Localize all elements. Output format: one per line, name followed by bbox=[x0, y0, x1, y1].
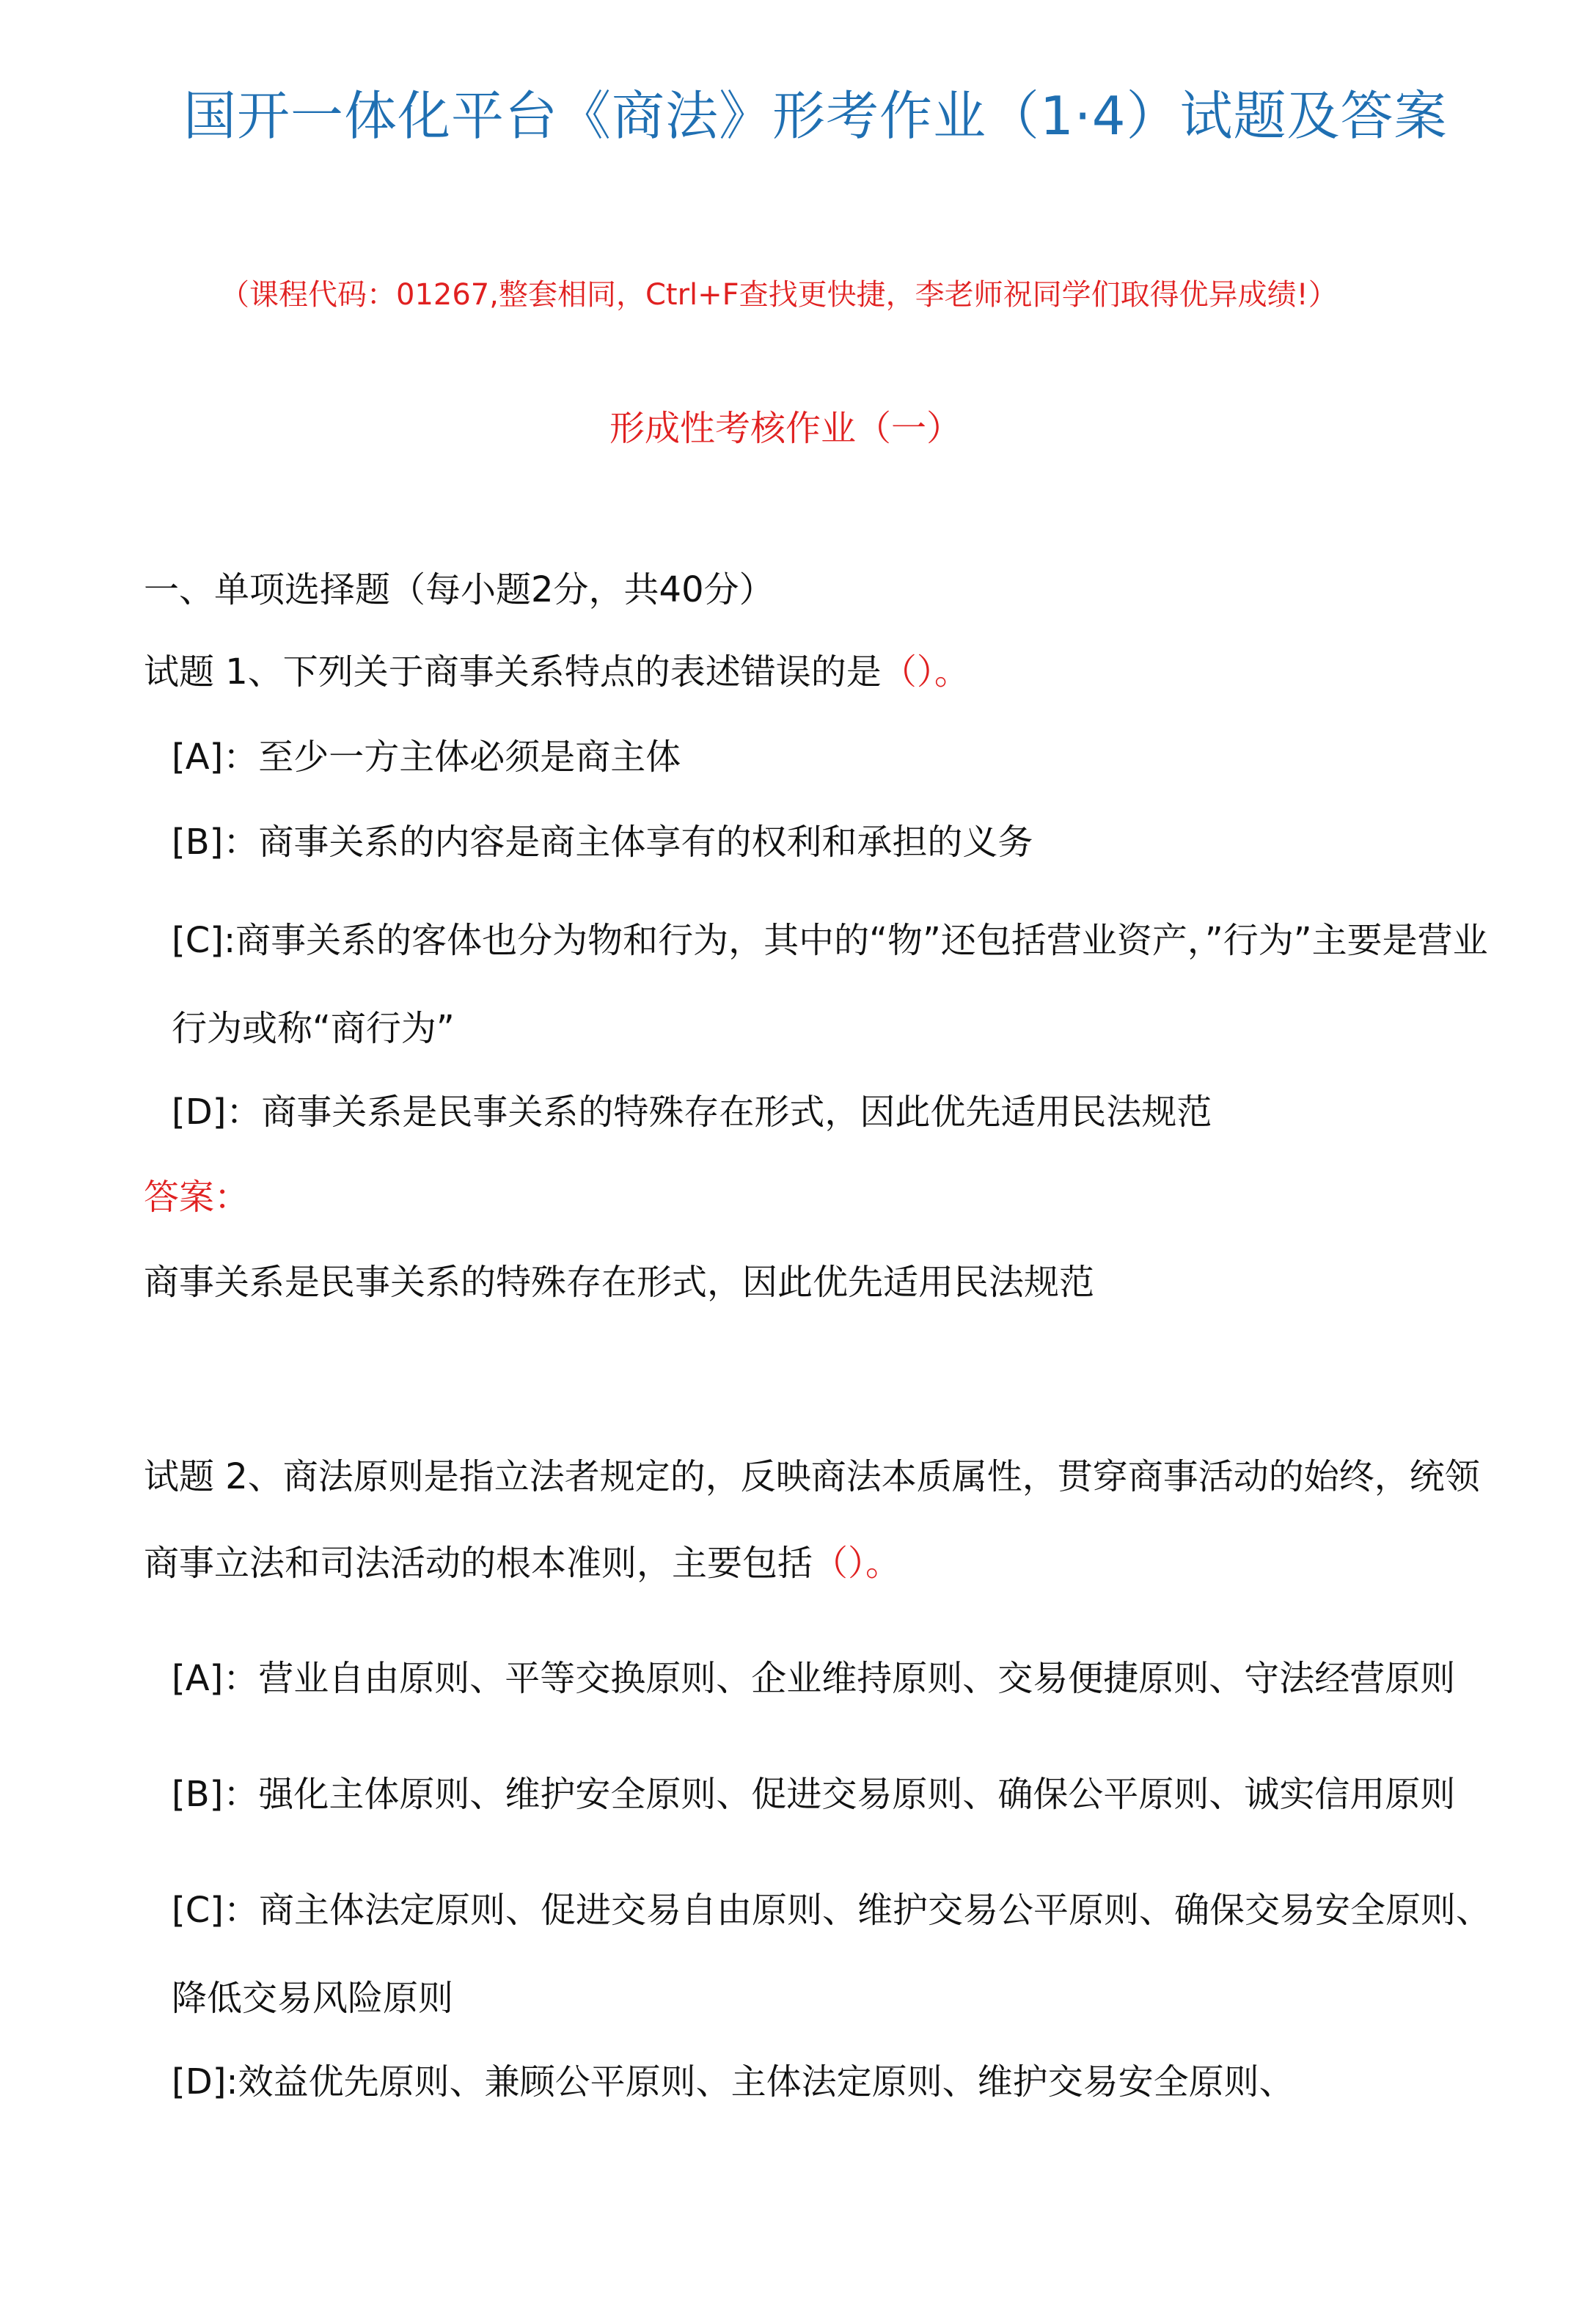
option-text: 商事关系的内容是商主体享有的权利和承担的义务 bbox=[258, 822, 1033, 863]
option-a bbox=[144, 731, 1501, 783]
option-label: [B]： bbox=[172, 1774, 259, 1815]
option-b bbox=[144, 816, 1501, 869]
answer-blank: （）。 bbox=[881, 651, 970, 693]
option-a bbox=[144, 1634, 1501, 1722]
question-stem-text: 试题 1、下列关于商事关系特点的表述错误的是 bbox=[144, 651, 882, 693]
option-label: [C]： bbox=[172, 1890, 259, 1931]
option-c bbox=[144, 896, 1501, 1073]
option-d bbox=[144, 1086, 1501, 1139]
option-text: 商事关系的客体也分为物和行为，其中的“物”还包括营业资产，”行为”主要是营业行为或称“商行为” bbox=[172, 920, 1488, 1049]
answer-blank: （）。 bbox=[813, 1543, 901, 1584]
option-label: [A]： bbox=[172, 1658, 259, 1699]
option-text: 营业自由原则、平等交换原则、企业维持原则、交易便捷原则、守法经营原则 bbox=[258, 1658, 1456, 1699]
option-c bbox=[144, 1866, 1501, 2042]
option-text: 商主体法定原则、促进交易自由原则、维护交易公平原则、确保交易安全原则、降低交易风险原则 bbox=[172, 1890, 1491, 2019]
option-text: 至少一方主体必须是商主体 bbox=[258, 737, 681, 778]
course-code-note: （课程代码：01267,整套相同，Ctrl+F查找更快捷，李老师祝同学们取得优异成绩!） bbox=[220, 278, 1338, 312]
question-stem-text: 试题 2、商法原则是指立法者规定的，反映商法本质属性，贯穿商事活动的始终，统领商事立法和司法活动的根本准则，主要包括 bbox=[144, 1456, 1480, 1584]
option-text: 商事关系是民事关系的特殊存在形式，因此优先适用民法规范 bbox=[261, 1092, 1212, 1133]
option-label: [C]: bbox=[172, 920, 236, 961]
option-label: [A]： bbox=[172, 737, 259, 778]
question-stem bbox=[144, 1433, 1501, 1607]
answer-text: 商事关系是民事关系的特殊存在形式，因此优先适用民法规范 bbox=[144, 1262, 1095, 1303]
answer-label: 答案： bbox=[144, 1177, 250, 1218]
question-stem bbox=[144, 646, 1501, 698]
option-label: [D]： bbox=[172, 1092, 262, 1133]
document-title: 国开一体化平台《商法》形考作业（1·4）试题及答案 bbox=[183, 85, 1448, 147]
option-label: [D]: bbox=[172, 2061, 238, 2102]
option-label: [B]： bbox=[172, 822, 259, 863]
part-heading: 一、单项选择题（每小题2分，共40分） bbox=[144, 569, 774, 610]
section-title: 形成性考核作业（一） bbox=[609, 408, 962, 449]
option-b bbox=[144, 1750, 1501, 1838]
question-2 bbox=[144, 1433, 1501, 2108]
option-text: 强化主体原则、维护安全原则、促进交易原则、确保公平原则、诚实信用原则 bbox=[258, 1774, 1456, 1815]
option-text: 效益优先原则、兼顾公平原则、主体法定原则、维护交易安全原则、 bbox=[238, 2061, 1294, 2102]
question-1 bbox=[144, 646, 1501, 1309]
question-list bbox=[144, 563, 1501, 2108]
option-d bbox=[144, 2056, 1501, 2108]
